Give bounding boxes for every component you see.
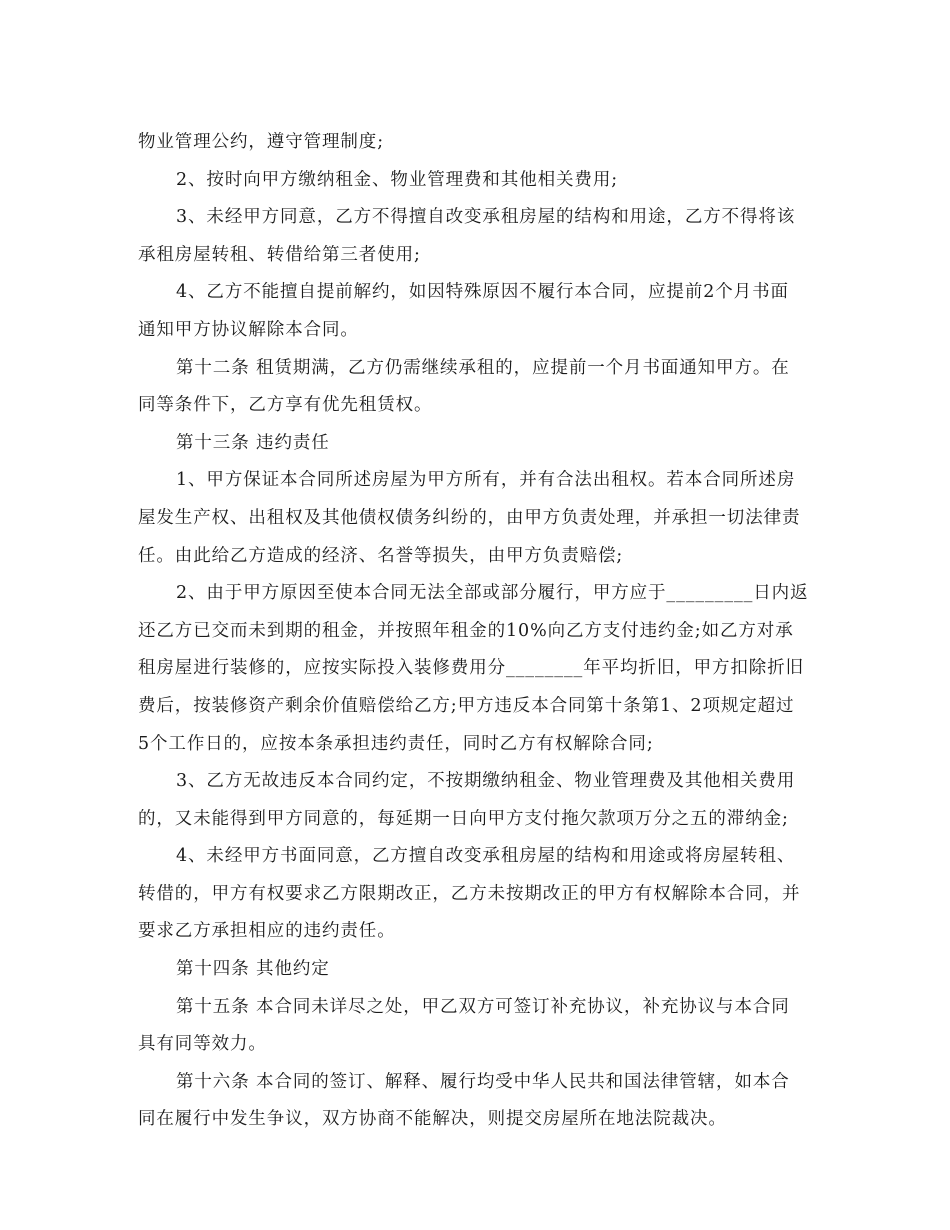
section-heading: 第十四条 其他约定: [176, 959, 330, 980]
document-page: [138, 124, 814, 1139]
section-heading: 第十三条 违约责任: [176, 432, 330, 453]
text-line: 2、由于甲方原因至使本合同无法全部或部分履行，甲方应于_________日内返: [176, 583, 809, 604]
text-line: 第十五条 本合同未详尽之处，甲乙双方可签订补充协议，补充协议与本合同: [176, 996, 790, 1017]
text-line: 租房屋进行装修的，应按实际投入装修费用分________年平均折旧，甲方扣除折旧: [138, 658, 804, 679]
text-line: 通知甲方协议解除本合同。: [138, 319, 359, 340]
text-line: 的，又未能得到甲方同意的，每延期一日向甲方支付拖欠款项万分之五的滞纳金;: [138, 808, 789, 829]
text-line: 任。由此给乙方造成的经济、名誉等损失，由甲方负责赔偿;: [138, 545, 624, 566]
text-line: 要求乙方承担相应的违约责任。: [138, 921, 396, 942]
text-line: 同等条件下，乙方享有优先租赁权。: [138, 395, 433, 416]
text-line: 费后，按装修资产剩余价值赔偿给乙方;甲方违反本合同第十条第1、2项规定超过: [138, 695, 795, 716]
text-line: 同在履行中发生争议，双方协商不能解决，则提交房屋所在地法院裁决。: [138, 1109, 727, 1130]
text-line: 第十六条 本合同的签订、解释、履行均受中华人民共和国法律管辖，如本合: [176, 1071, 790, 1092]
text-line: 屋发生产权、出租权及其他债权债务纠纷的，由甲方负责处理，并承担一切法律责: [138, 507, 801, 528]
text-line: 第十二条 租赁期满，乙方仍需继续承租的，应提前一个月书面通知甲方。在: [176, 357, 790, 378]
text-line: 具有同等效力。: [138, 1034, 267, 1055]
text-line: 1、甲方保证本合同所述房屋为甲方所有，并有合法出租权。若本合同所述房: [176, 470, 796, 491]
text-line: 承租房屋转租、转借给第三者使用;: [138, 244, 421, 265]
text-line: 3、乙方无故违反本合同约定，不按期缴纳租金、物业管理费及其他相关费用: [176, 771, 796, 792]
text-line: 物业管理公约，遵守管理制度;: [138, 132, 384, 152]
text-line: 转借的，甲方有权要求乙方限期改正，乙方未按期改正的甲方有权解除本合同，并: [138, 883, 801, 904]
text-line: 3、未经甲方同意，乙方不得擅自改变承租房屋的结构和用途，乙方不得将该: [176, 207, 796, 228]
text-line: 2、按时向甲方缴纳租金、物业管理费和其他相关费用;: [176, 169, 619, 190]
text-line: 4、未经甲方书面同意，乙方擅自改变承租房屋的结构和用途或将房屋转租、: [176, 846, 796, 867]
text-line: 4、乙方不能擅自提前解约，如因特殊原因不履行本合同，应提前2个月书面: [176, 282, 789, 303]
text-line: 还乙方已交而未到期的租金，并按照年租金的10%向乙方支付违约金;如乙方对承: [138, 620, 794, 641]
text-line: 5个工作日的，应按本条承担违约责任，同时乙方有权解除合同;: [138, 733, 654, 754]
